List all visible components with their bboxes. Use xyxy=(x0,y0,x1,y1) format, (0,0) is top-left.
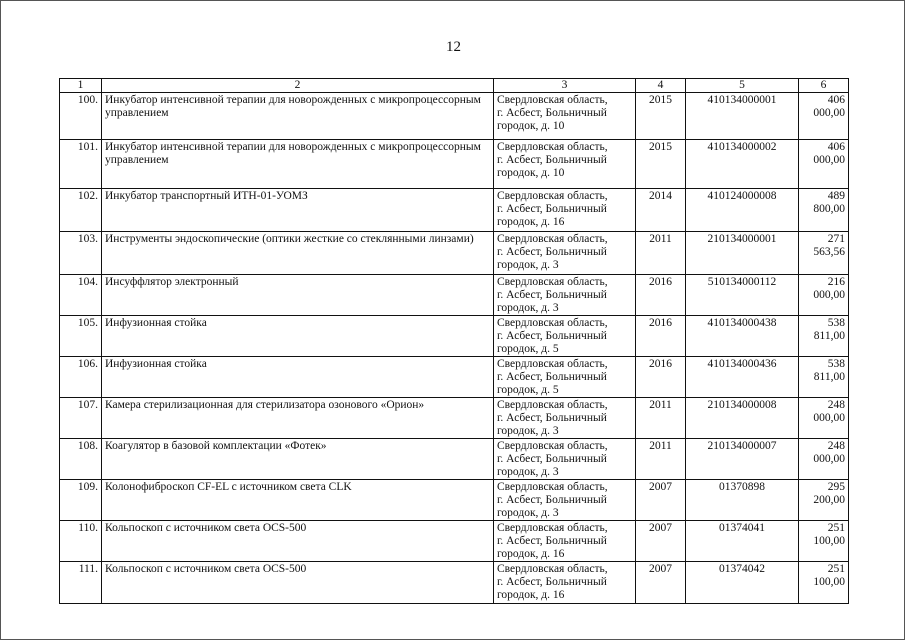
item-name: Инсуффлятор электронный xyxy=(102,275,494,316)
column-header: 3 xyxy=(494,79,636,93)
item-cost: 248 000,00 xyxy=(799,439,849,480)
row-number: 101. xyxy=(60,140,102,189)
item-year: 2014 xyxy=(636,189,686,232)
item-name: Инфузионная стойка xyxy=(102,357,494,398)
item-name: Кольпоскоп с источником света OCS-500 xyxy=(102,562,494,604)
page-number: 12 xyxy=(446,39,461,55)
column-header: 6 xyxy=(799,79,849,93)
address-line: Свердловская область, xyxy=(497,563,608,575)
row-number: 106. xyxy=(60,357,102,398)
row-number: 108. xyxy=(60,439,102,480)
address-line: городок, д. 10 xyxy=(497,167,565,179)
row-number: 109. xyxy=(60,480,102,521)
address-line: городок, д. 3 xyxy=(497,507,559,519)
column-header: 2 xyxy=(102,79,494,93)
address-line: городок, д. 3 xyxy=(497,302,559,314)
address-line: городок, д. 3 xyxy=(497,425,559,437)
table-row xyxy=(60,562,849,604)
item-name: Инкубатор интенсивной терапии для новорожденных с микропроцессорным управлением xyxy=(102,140,494,189)
column-header: 1 xyxy=(60,79,102,93)
item-year: 2015 xyxy=(636,93,686,140)
address-line: Свердловская область, xyxy=(497,317,608,329)
item-name: Колонофиброскоп CF-EL с источником света CLK xyxy=(102,480,494,521)
item-cost: 538 811,00 xyxy=(799,316,849,357)
address-line: Свердловская область, xyxy=(497,440,608,452)
table-row xyxy=(60,439,849,480)
address-line: городок, д. 16 xyxy=(497,216,565,228)
inventory-number: 410134000438 xyxy=(686,316,799,357)
table-row xyxy=(60,275,849,316)
address-line: Свердловская область, xyxy=(497,481,608,493)
item-cost: 248 000,00 xyxy=(799,398,849,439)
item-address xyxy=(494,398,636,439)
address-line: городок, д. 16 xyxy=(497,589,565,601)
item-address xyxy=(494,232,636,275)
address-line: Свердловская область, xyxy=(497,276,608,288)
address-line: Свердловская область, xyxy=(497,190,608,202)
row-number: 100. xyxy=(60,93,102,140)
address-line: г. Асбест, Больничный xyxy=(497,203,607,215)
item-name: Камера стерилизационная для стерилизатора озонового «Орион» xyxy=(102,398,494,439)
address-line: г. Асбест, Больничный xyxy=(497,246,607,258)
item-cost: 489 800,00 xyxy=(799,189,849,232)
inventory-number: 210134000008 xyxy=(686,398,799,439)
item-name: Инфузионная стойка xyxy=(102,316,494,357)
address-line: г. Асбест, Больничный xyxy=(497,107,607,119)
item-year: 2011 xyxy=(636,398,686,439)
address-line: г. Асбест, Больничный xyxy=(497,576,607,588)
inventory-number: 210134000001 xyxy=(686,232,799,275)
column-header: 5 xyxy=(686,79,799,93)
inventory-number: 410134000436 xyxy=(686,357,799,398)
address-line: г. Асбест, Больничный xyxy=(497,494,607,506)
item-address xyxy=(494,357,636,398)
address-line: городок, д. 10 xyxy=(497,120,565,132)
row-number: 104. xyxy=(60,275,102,316)
inventory-number: 01370898 xyxy=(686,480,799,521)
item-year: 2015 xyxy=(636,140,686,189)
address-line: г. Асбест, Больничный xyxy=(497,371,607,383)
item-cost: 295 200,00 xyxy=(799,480,849,521)
table-row xyxy=(60,480,849,521)
address-line: Свердловская область, xyxy=(497,358,608,370)
item-address xyxy=(494,189,636,232)
property-table xyxy=(59,78,849,604)
inventory-number: 410124000008 xyxy=(686,189,799,232)
item-year: 2011 xyxy=(636,439,686,480)
item-address xyxy=(494,275,636,316)
item-cost: 406 000,00 xyxy=(799,140,849,189)
item-name: Инкубатор интенсивной терапии для новорожденных с микропроцессорным управлением xyxy=(102,93,494,140)
table-row xyxy=(60,189,849,232)
address-line: г. Асбест, Больничный xyxy=(497,289,607,301)
item-address xyxy=(494,439,636,480)
item-cost: 538 811,00 xyxy=(799,357,849,398)
row-number: 105. xyxy=(60,316,102,357)
table-row xyxy=(60,398,849,439)
address-line: Свердловская область, xyxy=(497,233,608,245)
inventory-number: 01374042 xyxy=(686,562,799,604)
address-line: городок, д. 5 xyxy=(497,384,559,396)
inventory-number: 01374041 xyxy=(686,521,799,562)
row-number: 103. xyxy=(60,232,102,275)
inventory-number: 210134000007 xyxy=(686,439,799,480)
inventory-number: 410134000002 xyxy=(686,140,799,189)
item-cost: 406 000,00 xyxy=(799,93,849,140)
row-number: 110. xyxy=(60,521,102,562)
item-address xyxy=(494,93,636,140)
table-row xyxy=(60,232,849,275)
address-line: городок, д. 3 xyxy=(497,466,559,478)
item-year: 2007 xyxy=(636,480,686,521)
item-year: 2007 xyxy=(636,562,686,604)
item-address xyxy=(494,140,636,189)
item-name: Инструменты эндоскопические (оптики жесткие со стеклянными линзами) xyxy=(102,232,494,275)
item-year: 2016 xyxy=(636,357,686,398)
inventory-number: 410134000001 xyxy=(686,93,799,140)
table-row xyxy=(60,316,849,357)
row-number: 107. xyxy=(60,398,102,439)
table-row xyxy=(60,140,849,189)
address-line: городок, д. 16 xyxy=(497,548,565,560)
row-number: 111. xyxy=(60,562,102,604)
row-number: 102. xyxy=(60,189,102,232)
address-line: Свердловская область, xyxy=(497,94,608,106)
item-name: Инкубатор транспортный ИТН-01-УОМЗ xyxy=(102,189,494,232)
table-row xyxy=(60,357,849,398)
table-row xyxy=(60,521,849,562)
address-line: г. Асбест, Больничный xyxy=(497,453,607,465)
address-line: г. Асбест, Больничный xyxy=(497,330,607,342)
item-address xyxy=(494,316,636,357)
address-line: г. Асбест, Больничный xyxy=(497,535,607,547)
item-address xyxy=(494,562,636,604)
address-line: Свердловская область, xyxy=(497,522,608,534)
address-line: городок, д. 3 xyxy=(497,259,559,271)
table-row xyxy=(60,93,849,140)
item-address xyxy=(494,480,636,521)
item-name: Кольпоскоп с источником света OCS-500 xyxy=(102,521,494,562)
address-line: Свердловская область, xyxy=(497,399,608,411)
address-line: г. Асбест, Больничный xyxy=(497,154,607,166)
item-cost: 251 100,00 xyxy=(799,521,849,562)
address-line: Свердловская область, xyxy=(497,141,608,153)
item-year: 2011 xyxy=(636,232,686,275)
item-cost: 216 000,00 xyxy=(799,275,849,316)
address-line: городок, д. 5 xyxy=(497,343,559,355)
item-cost: 251 100,00 xyxy=(799,562,849,604)
table-header-row xyxy=(60,79,849,93)
inventory-number: 510134000112 xyxy=(686,275,799,316)
item-cost: 271 563,56 xyxy=(799,232,849,275)
item-year: 2016 xyxy=(636,275,686,316)
item-address xyxy=(494,521,636,562)
address-line: г. Асбест, Больничный xyxy=(497,412,607,424)
item-name: Коагулятор в базовой комплектации «Фотек» xyxy=(102,439,494,480)
column-header: 4 xyxy=(636,79,686,93)
item-year: 2007 xyxy=(636,521,686,562)
item-year: 2016 xyxy=(636,316,686,357)
